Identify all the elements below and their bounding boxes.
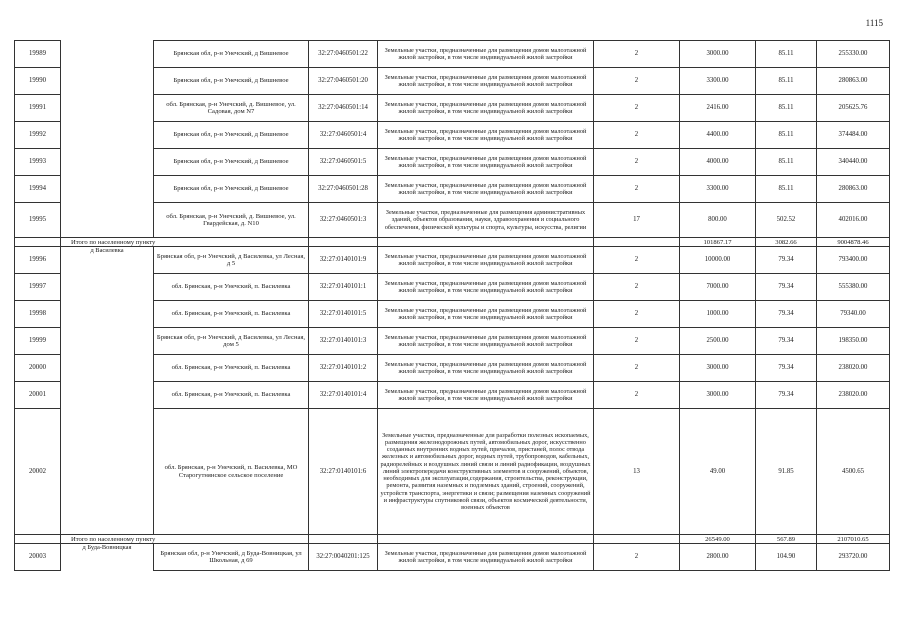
value-cell: 280863.00 [817,176,890,203]
subtotal-empty [15,238,61,247]
area-cell: 49.00 [680,409,756,535]
subtotal-row [15,535,890,544]
locality-cell [61,409,154,535]
address-cell: обл. Брянская, р-н Унечский, д. Вишневое, ул. Гвардейская, д. N10 [154,203,309,238]
address-cell: Брянская обл, р-н Унечский, д Буда-Вовницкая, ул Школьная, д 69 [154,544,309,571]
value-cell: 374484.00 [817,122,890,149]
subtotal-empty [309,238,378,247]
record-number: 19991 [15,95,61,122]
land-use-cell: Земельные участки, предназначенные для размещения домов малоэтажной жилой застройки, в том числе индивидуальной жилой застройки [378,149,594,176]
rate-cell: 79.34 [756,301,817,328]
cadastral-number: 32:27:0460501:3 [309,203,378,238]
address-cell: обл. Брянская, р-н Унечский, д. Вишневое, ул. Садовая, дом N7 [154,95,309,122]
use-code-cell: 2 [594,41,680,68]
land-use-cell: Земельные участки, предназначенные для размещения домов малоэтажной жилой застройки, в том числе индивидуальной жилой застройки [378,274,594,301]
area-cell: 2416.00 [680,95,756,122]
rate-cell: 79.34 [756,274,817,301]
rate-cell: 79.34 [756,247,817,274]
area-cell: 10000.00 [680,247,756,274]
locality-cell [61,122,154,149]
locality-cell [61,176,154,203]
area-cell: 3300.00 [680,176,756,203]
address-cell: обл. Брянская, р-н Унечский, п. Василевка [154,274,309,301]
address-cell: Брянская обл, р-н Унечский, д Василевка, ул Лесная, дом 5 [154,328,309,355]
subtotal-rate: 3082.66 [756,238,817,247]
cadastral-number: 32:27:0140101:2 [309,355,378,382]
land-use-cell: Земельные участки, предназначенные для размещения домов малоэтажной жилой застройки, в том числе индивидуальной жилой застройки [378,95,594,122]
rate-cell: 104.90 [756,544,817,571]
subtotal-empty [594,238,680,247]
rate-cell: 85.11 [756,176,817,203]
land-use-cell: Земельные участки, предназначенные для размещения домов малоэтажной жилой застройки, в том числе индивидуальной жилой застройки [378,328,594,355]
rate-cell: 85.11 [756,149,817,176]
rate-cell: 79.34 [756,328,817,355]
cadastral-number: 32:27:0460501:4 [309,122,378,149]
locality-cell [61,41,154,68]
use-code-cell: 2 [594,544,680,571]
cadastral-number: 32:27:0140101:3 [309,328,378,355]
table-row [15,274,890,301]
record-number: 19993 [15,149,61,176]
use-code-cell: 2 [594,68,680,95]
table-row [15,149,890,176]
rate-cell: 85.11 [756,122,817,149]
table-row [15,328,890,355]
area-cell: 3000.00 [680,41,756,68]
cadastral-number: 32:27:0460501:20 [309,68,378,95]
record-number: 20003 [15,544,61,571]
value-cell: 238020.00 [817,355,890,382]
rate-cell: 79.34 [756,355,817,382]
land-use-cell: Земельные участки, предназначенные для размещения домов малоэтажной жилой застройки, в том числе индивидуальной жилой застройки [378,68,594,95]
use-code-cell: 2 [594,247,680,274]
locality-cell [61,274,154,301]
value-cell: 4500.65 [817,409,890,535]
record-number: 19996 [15,247,61,274]
table-row [15,68,890,95]
subtotal-value: 9004878.46 [817,238,890,247]
record-number: 19989 [15,41,61,68]
rate-cell: 85.11 [756,68,817,95]
land-use-cell: Земельные участки, предназначенные для размещения домов малоэтажной жилой застройки, в том числе индивидуальной жилой застройки [378,355,594,382]
table-row [15,355,890,382]
use-code-cell: 2 [594,355,680,382]
land-use-cell: Земельные участки, предназначенные для разработки полезных ископаемых, размещения железнодорожных путей, автомобильных дорог, искусственно созданных внутренних водных путей, причалов, пристаней, полос отвода железных и автомобильных дорог, водных путей, трубопроводов, кабельных, радиорелейных и воздушных линий связи и линий радиофикации, воздушных линий электропередачи конструктивных элементов и сооружений, объектов, необходимых для эксплуатации,содержания, строительства, реконструкции, ремонта, развития наземных и подземных зданий, строений, сооружений, устройств транспорта, энергетики и связи; размещения наземных сооружений и инфраструктуры спутниковой связи, объектов космической деятельности, военных объектов [378,409,594,535]
locality-cell [61,95,154,122]
record-number: 19995 [15,203,61,238]
locality-cell [61,301,154,328]
address-cell: Брянская обл, р-н Унечский, д Вишневое [154,149,309,176]
table-row [15,41,890,68]
rate-cell: 502.52 [756,203,817,238]
subtotal-empty [15,535,61,544]
use-code-cell: 13 [594,409,680,535]
area-cell: 4400.00 [680,122,756,149]
area-cell: 3000.00 [680,355,756,382]
use-code-cell: 2 [594,274,680,301]
land-use-cell: Земельные участки, предназначенные для размещения домов малоэтажной жилой застройки, в том числе индивидуальной жилой застройки [378,41,594,68]
cadastral-number: 32:27:0460501:28 [309,176,378,203]
table-row [15,95,890,122]
use-code-cell: 2 [594,122,680,149]
locality-name: д Василевка [61,247,154,274]
land-use-cell: Земельные участки, предназначенные для размещения домов малоэтажной жилой застройки, в том числе индивидуальной жилой застройки [378,301,594,328]
cadastral-number: 32:27:0140101:4 [309,382,378,409]
cadastral-number: 32:27:0460501:14 [309,95,378,122]
land-use-cell: Земельные участки, предназначенные для размещения административных зданий, объектов образования, науки, здравоохранения и социального обеспечения, физической культуры и спорта, культуры, искусства, религии [378,203,594,238]
subtotal-empty [378,535,594,544]
subtotal-row [15,238,890,247]
page-number: 1115 [865,18,883,28]
value-cell: 793400.00 [817,247,890,274]
table-row [15,203,890,238]
record-number: 19997 [15,274,61,301]
address-cell: обл. Брянская, р-н Унечский, п. Василевка, МО Старогутнянское сельское поселение [154,409,309,535]
rate-cell: 79.34 [756,382,817,409]
address-cell: Брянская обл, р-н Унечский, д Вишневое [154,122,309,149]
subtotal-label: Итого по населенному пункту [61,238,309,247]
record-number: 19994 [15,176,61,203]
area-cell: 800.00 [680,203,756,238]
use-code-cell: 17 [594,203,680,238]
use-code-cell: 2 [594,149,680,176]
use-code-cell: 2 [594,382,680,409]
cadastral-number: 32:27:0460501:5 [309,149,378,176]
subtotal-area: 101867.17 [680,238,756,247]
value-cell: 198350.00 [817,328,890,355]
subtotal-empty [594,535,680,544]
table-row [15,122,890,149]
record-number: 19999 [15,328,61,355]
record-number: 19998 [15,301,61,328]
value-cell: 255330.00 [817,41,890,68]
subtotal-empty [309,535,378,544]
address-cell: Брянская обл, р-н Унечский, д Вишневое [154,41,309,68]
table-row [15,409,890,535]
table-row [15,176,890,203]
use-code-cell: 2 [594,95,680,122]
cadastral-number: 32:27:0040201:125 [309,544,378,571]
subtotal-label: Итого по населенному пункту [61,535,309,544]
address-cell: обл. Брянская, р-н Унечский, п. Василевка [154,301,309,328]
cadastral-table [14,40,890,571]
address-cell: обл. Брянская, р-н Унечский, п. Василевка [154,382,309,409]
rate-cell: 85.11 [756,95,817,122]
cadastral-number: 32:27:0460501:22 [309,41,378,68]
use-code-cell: 2 [594,328,680,355]
land-use-cell: Земельные участки, предназначенные для размещения домов малоэтажной жилой застройки, в том числе индивидуальной жилой застройки [378,176,594,203]
area-cell: 3300.00 [680,68,756,95]
area-cell: 1000.00 [680,301,756,328]
area-cell: 4000.00 [680,149,756,176]
subtotal-area: 26549.00 [680,535,756,544]
record-number: 20002 [15,409,61,535]
locality-cell [61,68,154,95]
locality-name: д Буда-Вовницкая [61,544,154,571]
cadastral-number: 32:27:0140101:9 [309,247,378,274]
locality-cell [61,328,154,355]
cadastral-number: 32:27:0140101:6 [309,409,378,535]
value-cell: 402016.00 [817,203,890,238]
value-cell: 79340.00 [817,301,890,328]
land-use-cell: Земельные участки, предназначенные для размещения домов малоэтажной жилой застройки, в том числе индивидуальной жилой застройки [378,122,594,149]
rate-cell: 85.11 [756,41,817,68]
address-cell: Брянская обл, р-н Унечский, д Вишневое [154,68,309,95]
locality-cell [61,203,154,238]
value-cell: 280863.00 [817,68,890,95]
table-row [15,544,890,571]
locality-cell [61,149,154,176]
value-cell: 238020.00 [817,382,890,409]
subtotal-empty [378,238,594,247]
value-cell: 555380.00 [817,274,890,301]
rate-cell: 91.85 [756,409,817,535]
table-row [15,247,890,274]
use-code-cell: 2 [594,301,680,328]
value-cell: 293720.00 [817,544,890,571]
use-code-cell: 2 [594,176,680,203]
address-cell: Брянская обл, р-н Унечский, д Вишневое [154,176,309,203]
value-cell: 340440.00 [817,149,890,176]
record-number: 19992 [15,122,61,149]
land-use-cell: Земельные участки, предназначенные для размещения домов малоэтажной жилой застройки, в том числе индивидуальной жилой застройки [378,382,594,409]
area-cell: 2500.00 [680,328,756,355]
address-cell: Брянская обл, р-н Унечский, д Василевка, ул Лесная, д 5 [154,247,309,274]
land-use-cell: Земельные участки, предназначенные для размещения домов малоэтажной жилой застройки, в том числе индивидуальной жилой застройки [378,247,594,274]
address-cell: обл. Брянская, р-н Унечский, п. Василевка [154,355,309,382]
record-number: 20001 [15,382,61,409]
area-cell: 2800.00 [680,544,756,571]
locality-cell [61,355,154,382]
cadastral-number: 32:27:0140101:1 [309,274,378,301]
area-cell: 7000.00 [680,274,756,301]
table-row [15,382,890,409]
land-use-cell: Земельные участки, предназначенные для размещения домов малоэтажной жилой застройки, в том числе индивидуальной жилой застройки [378,544,594,571]
subtotal-value: 2107010.65 [817,535,890,544]
value-cell: 205625.76 [817,95,890,122]
cadastral-number: 32:27:0140101:5 [309,301,378,328]
subtotal-rate: 567.89 [756,535,817,544]
table-row [15,301,890,328]
locality-cell [61,382,154,409]
record-number: 20000 [15,355,61,382]
record-number: 19990 [15,68,61,95]
area-cell: 3000.00 [680,382,756,409]
